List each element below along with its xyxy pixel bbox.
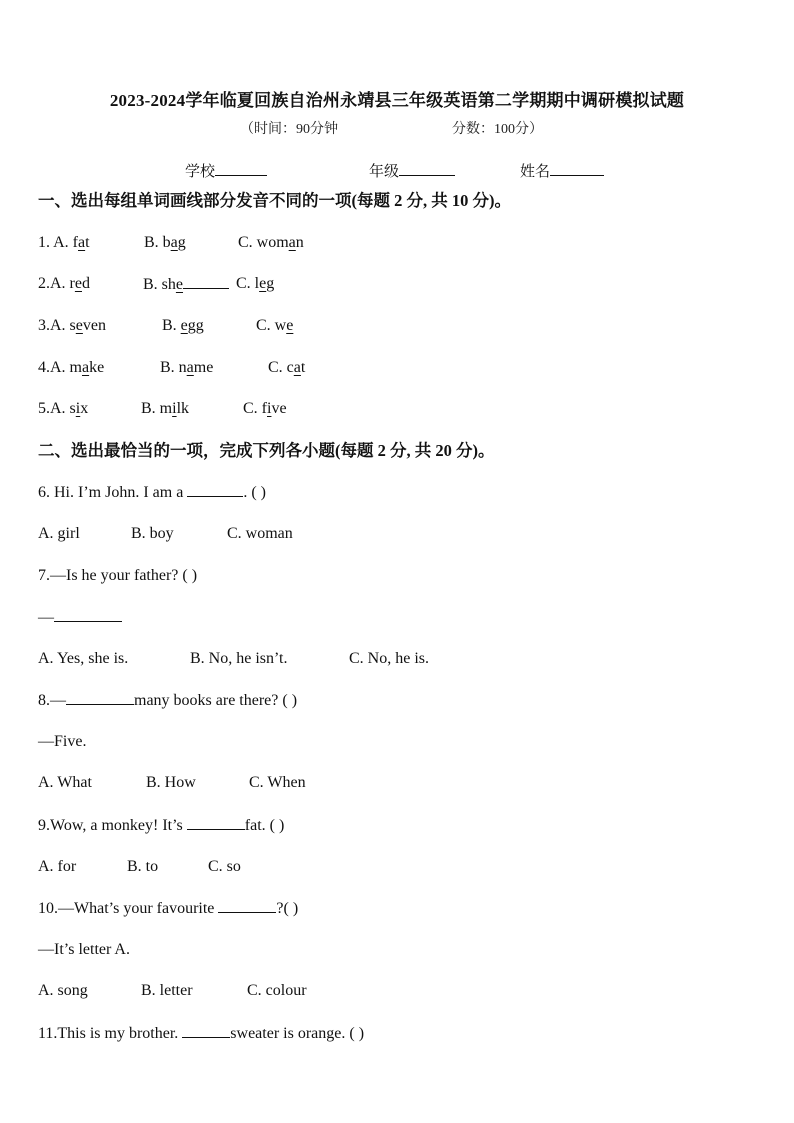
exam-title: 2023-2024学年临夏回族自治州永靖县三年级英语第二学期期中调研模拟试题 (109, 91, 685, 110)
school-blank[interactable] (215, 161, 267, 176)
q7-answer-line: — (38, 607, 122, 628)
section1-heading: 一、选出每组单词画线部分发音不同的一项(每题 2 分, 共 10 分)。 (38, 191, 511, 210)
q11-question: 11.This is my brother. sweater is orange. ( ) (38, 1025, 365, 1042)
q1-option-a[interactable]: 1. A. fat (38, 234, 90, 251)
q7-question: 7.—Is he your father? ( ) (38, 567, 198, 584)
q10-blank[interactable] (218, 898, 276, 913)
q10-option-a[interactable]: A. song (38, 982, 88, 999)
q10-reply: —It’s letter A. (38, 941, 130, 958)
q7-option-c[interactable]: C. No, he is. (349, 650, 429, 667)
exam-score: 分数：100分） (452, 122, 543, 137)
q4-option-a[interactable]: 4.A. make (38, 359, 105, 376)
q8-option-c[interactable]: C. When (249, 774, 306, 791)
q6-option-b[interactable]: B. boy (131, 525, 174, 542)
q7-blank[interactable] (54, 607, 122, 622)
grade-blank[interactable] (399, 161, 455, 176)
name-blank[interactable] (550, 161, 604, 176)
q8-option-b[interactable]: B. How (146, 774, 196, 791)
q2-underline (183, 274, 229, 289)
q4-option-b[interactable]: B. name (160, 359, 214, 376)
name-field (520, 160, 604, 181)
q5-option-b[interactable]: B. milk (141, 400, 190, 417)
q2-option-b[interactable]: B. she (143, 274, 229, 295)
q9-question: 9.Wow, a monkey! It’s fat. ( ) (38, 817, 285, 834)
school-field (185, 160, 267, 181)
q3-option-b[interactable]: B. egg (162, 317, 204, 334)
exam-time: （时间：90分钟 (240, 122, 338, 137)
q2-option-c[interactable]: C. leg (236, 275, 275, 292)
q1-option-b[interactable]: B. bag (144, 234, 186, 251)
q8-reply: —Five. (38, 733, 87, 750)
grade-field (369, 160, 455, 181)
q9-option-b[interactable]: B. to (127, 858, 159, 875)
q7-option-a[interactable]: A. Yes, she is. (38, 650, 129, 667)
q6-question: 6. Hi. I’m John. I am a . ( ) (38, 484, 266, 501)
q9-option-a[interactable]: A. for (38, 858, 77, 875)
q5-option-a[interactable]: 5.A. six (38, 400, 89, 417)
q3-option-c[interactable]: C. we (256, 317, 294, 334)
q6-option-a[interactable]: A. girl (38, 525, 80, 542)
q10-question: 10.—What’s your favourite ?( ) (38, 900, 299, 917)
q8-question: 8.— many books are there? ( ) (38, 692, 298, 709)
school-label: 学校 (185, 164, 216, 180)
q2-option-a[interactable]: 2.A. red (38, 275, 90, 292)
grade-label: 年级 (369, 164, 400, 180)
q9-option-c[interactable]: C. so (208, 858, 241, 875)
section2-heading: 二、选出最恰当的一项，完成下列各小题(每题 2 分, 共 20 分)。 (38, 441, 495, 460)
q7-option-b[interactable]: B. No, he isn’t. (190, 650, 288, 667)
q6-option-c[interactable]: C. woman (227, 525, 293, 542)
q8-blank[interactable] (66, 690, 134, 705)
q1-option-c[interactable]: C. woman (238, 234, 304, 251)
q11-blank[interactable] (182, 1023, 230, 1038)
q5-option-c[interactable]: C. five (243, 400, 287, 417)
q8-option-a[interactable]: A. What (38, 774, 92, 791)
q10-option-b[interactable]: B. letter (141, 982, 193, 999)
q6-blank[interactable] (187, 482, 243, 497)
q10-option-c[interactable]: C. colour (247, 982, 307, 999)
name-label: 姓名 (520, 164, 551, 180)
q9-blank[interactable] (187, 815, 245, 830)
q4-option-c[interactable]: C. cat (268, 359, 306, 376)
q3-option-a[interactable]: 3.A. seven (38, 317, 106, 334)
